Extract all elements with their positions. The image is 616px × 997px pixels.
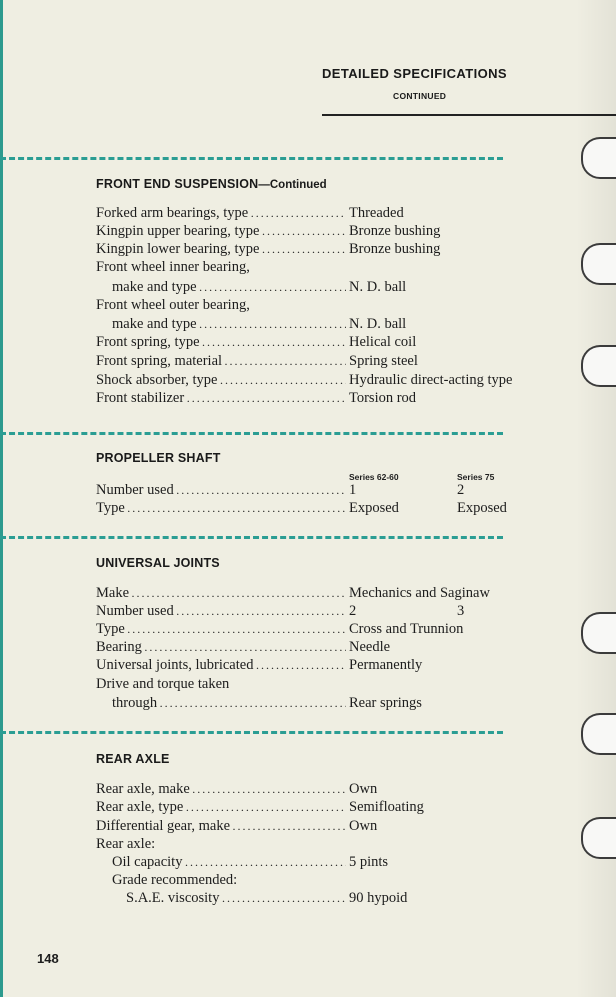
spec-label: Drive and torque taken bbox=[96, 676, 230, 692]
spec-row bbox=[96, 780, 566, 798]
spec-value-series-75: Exposed bbox=[457, 500, 507, 516]
spec-row bbox=[96, 315, 566, 333]
spec-value: Hydraulic direct-acting type bbox=[349, 372, 513, 388]
section-divider bbox=[0, 157, 503, 160]
spec-row bbox=[96, 602, 566, 620]
spec-label: Bearing . . . bbox=[96, 638, 346, 656]
spec-value: Needle bbox=[349, 639, 391, 655]
spec-value: Spring steel bbox=[349, 353, 418, 369]
spec-row bbox=[96, 371, 566, 389]
spec-label: Make . . . bbox=[96, 584, 346, 602]
spec-row bbox=[96, 333, 566, 351]
binder-hole bbox=[581, 713, 616, 755]
spec-value: 2 bbox=[349, 603, 357, 619]
binder-hole bbox=[581, 817, 616, 859]
spec-row bbox=[96, 853, 566, 871]
spec-value: Cross and Trunnion bbox=[349, 621, 464, 637]
spec-label: Universal joints, lubricated . . . bbox=[96, 656, 346, 674]
section-title-front-end bbox=[96, 177, 327, 191]
section-divider bbox=[0, 432, 503, 435]
section-title-propeller: PROPELLER SHAFT bbox=[96, 451, 221, 465]
spec-row bbox=[96, 240, 566, 258]
spec-row bbox=[96, 620, 566, 638]
spec-label: Rear axle, make . . . bbox=[96, 780, 346, 798]
spec-value: Torsion rod bbox=[349, 390, 417, 406]
section-divider bbox=[0, 731, 503, 734]
spec-label: Front spring, material . . . bbox=[96, 352, 346, 370]
spec-value: Threaded bbox=[349, 205, 404, 221]
spec-label: Forked arm bearings, type . . . bbox=[96, 204, 346, 222]
spec-label: make and type . . . bbox=[112, 278, 346, 296]
section-divider bbox=[0, 536, 503, 539]
spec-value: 1 bbox=[349, 482, 357, 498]
page-edge bbox=[0, 0, 3, 997]
spec-row bbox=[96, 817, 566, 835]
spec-label: through . . . bbox=[112, 694, 346, 712]
spec-row bbox=[96, 258, 566, 276]
spec-value: Exposed bbox=[349, 500, 399, 516]
spec-label: S.A.E. viscosity . . . bbox=[126, 889, 346, 907]
spec-row bbox=[96, 584, 566, 602]
spec-value: Mechanics and Saginaw bbox=[349, 585, 490, 601]
spec-label: make and type . . . bbox=[112, 315, 346, 333]
spec-label: Number used . . . bbox=[96, 481, 346, 499]
spec-label: Front wheel inner bearing, bbox=[96, 259, 250, 275]
spec-label: Number used . . . bbox=[96, 602, 346, 620]
spec-label: Rear axle, type . . . bbox=[96, 798, 346, 816]
spec-value: 5 pints bbox=[349, 854, 389, 870]
column-header-series-75: Series 75 bbox=[457, 472, 495, 482]
spec-row bbox=[96, 352, 566, 370]
spec-label: Shock absorber, type . . . bbox=[96, 371, 346, 389]
page-number: 148 bbox=[37, 951, 59, 966]
spec-value: Rear springs bbox=[349, 695, 422, 711]
spec-row bbox=[96, 499, 566, 517]
spec-row bbox=[96, 481, 566, 499]
spec-value: Own bbox=[349, 781, 378, 797]
spec-value: Permanently bbox=[349, 657, 423, 673]
spec-row bbox=[96, 798, 566, 816]
column-header-series-62-60: Series 62-60 bbox=[349, 472, 399, 482]
spec-row bbox=[96, 296, 566, 314]
spec-row bbox=[96, 204, 566, 222]
binder-hole bbox=[581, 243, 616, 285]
spec-row bbox=[96, 871, 566, 889]
spec-row bbox=[96, 889, 566, 907]
spec-value: Bronze bushing bbox=[349, 241, 441, 257]
spec-label: Kingpin lower bearing, type . . . bbox=[96, 240, 346, 258]
section-title-rear-axle: REAR AXLE bbox=[96, 752, 170, 766]
section-title-universal-joints: UNIVERSAL JOINTS bbox=[96, 556, 220, 570]
spec-value: Semifloating bbox=[349, 799, 424, 815]
section-title-continued: —Continued bbox=[258, 179, 327, 191]
spec-value: N. D. ball bbox=[349, 279, 407, 295]
spec-row bbox=[96, 835, 566, 853]
page-header-subtitle: CONTINUED bbox=[393, 91, 447, 101]
spec-label: Kingpin upper bearing, type . . . bbox=[96, 222, 346, 240]
spec-label: Type . . . bbox=[96, 620, 346, 638]
header-rule bbox=[322, 114, 616, 116]
spec-row bbox=[96, 656, 566, 674]
spec-label: Grade recommended: bbox=[112, 872, 238, 888]
spec-label: Front spring, type . . . bbox=[96, 333, 346, 351]
section-title-text: FRONT END SUSPENSION bbox=[96, 177, 259, 191]
spec-value: Own bbox=[349, 818, 378, 834]
spec-value: Bronze bushing bbox=[349, 223, 441, 239]
page-header-title: DETAILED SPECIFICATIONS bbox=[322, 66, 507, 81]
spec-row bbox=[96, 278, 566, 296]
spec-row bbox=[96, 675, 566, 693]
spec-label: Differential gear, make . . . bbox=[96, 817, 346, 835]
binder-hole bbox=[581, 345, 616, 387]
spec-label: Type . . . bbox=[96, 499, 346, 517]
spec-value: 90 hypoid bbox=[349, 890, 408, 906]
spec-label: Front wheel outer bearing, bbox=[96, 297, 250, 313]
spec-row bbox=[96, 638, 566, 656]
spec-label: Rear axle: bbox=[96, 836, 156, 852]
spec-label: Front stabilizer . . . bbox=[96, 389, 346, 407]
binder-hole bbox=[581, 137, 616, 179]
spec-value: N. D. ball bbox=[349, 316, 407, 332]
spec-value: Helical coil bbox=[349, 334, 417, 350]
spec-row bbox=[96, 222, 566, 240]
spec-label: Oil capacity . . . bbox=[112, 853, 346, 871]
spec-value-series-75: 2 bbox=[457, 482, 465, 498]
spec-row bbox=[96, 694, 566, 712]
binder-hole bbox=[581, 612, 616, 654]
spec-value-series-75: 3 bbox=[457, 603, 465, 619]
spec-row bbox=[96, 389, 566, 407]
